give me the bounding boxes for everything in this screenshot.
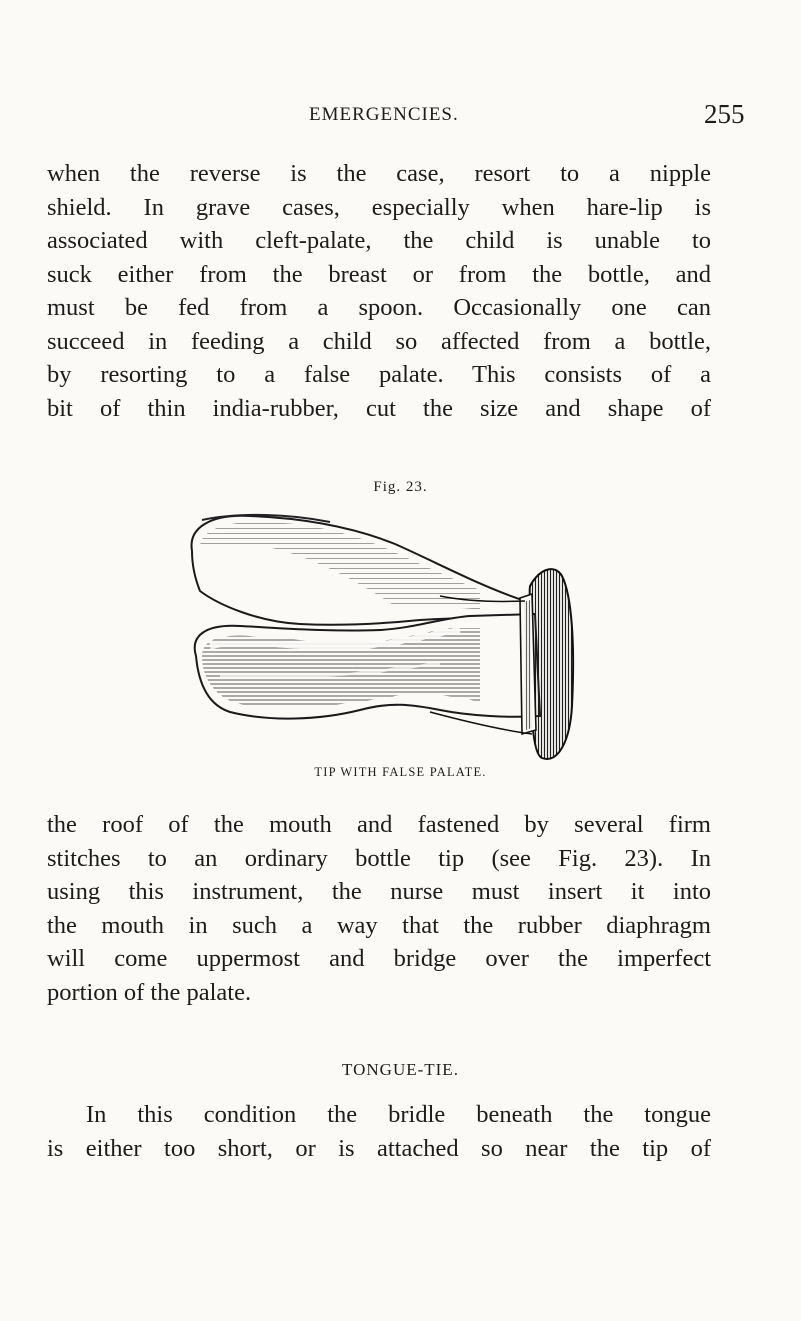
text-line: stitches to an ordinary bottle tip (see Fig. 23). In — [47, 844, 711, 872]
text-line: is either too short, or is attached so near the tip of — [47, 1134, 711, 1162]
figure-label: Fig. 23. — [373, 479, 428, 495]
figure-caption: TIP WITH FALSE PALATE. — [314, 765, 487, 779]
text-line: must be fed from a spoon. Occasionally one can — [47, 294, 711, 321]
running-title: EMERGENCIES. — [309, 104, 459, 125]
text-line: bit of thin india-rubber, cut the size and shape of — [47, 394, 711, 422]
text-line: associated with cleft-palate, the child is unable to — [47, 227, 711, 254]
paragraph-bottom — [47, 1098, 711, 1165]
text-line: the roof of the mouth and fastened by several firm — [47, 811, 711, 838]
text-line: suck either from the breast or from the bottle, and — [47, 260, 711, 288]
text-line: succeed in feeding a child so affected from a bottle, — [47, 327, 711, 355]
paragraph-top — [47, 157, 711, 425]
page-number: 255 — [704, 99, 745, 129]
text-line: using this instrument, the nurse must insert it into — [47, 878, 711, 905]
text-line: In this condition the bridle beneath the tongue — [86, 1101, 711, 1128]
text-line: will come uppermost and bridge over the imperfect — [47, 945, 711, 972]
text-line: shield. In grave cases, especially when hare-lip is — [47, 193, 711, 221]
running-head — [0, 99, 801, 134]
figure-illustration — [180, 506, 580, 766]
paragraph-middle — [47, 808, 711, 1009]
text-line: portion of the palate. — [47, 978, 252, 1006]
section-heading: TONGUE-TIE. — [342, 1060, 459, 1079]
text-line: when the reverse is the case, resort to a nipple — [47, 160, 711, 187]
text-line: by resorting to a false palate. This consists of a — [47, 361, 711, 388]
text-line: the mouth in such a way that the rubber diaphragm — [47, 911, 711, 939]
bottle-tip-illustration — [180, 506, 580, 766]
